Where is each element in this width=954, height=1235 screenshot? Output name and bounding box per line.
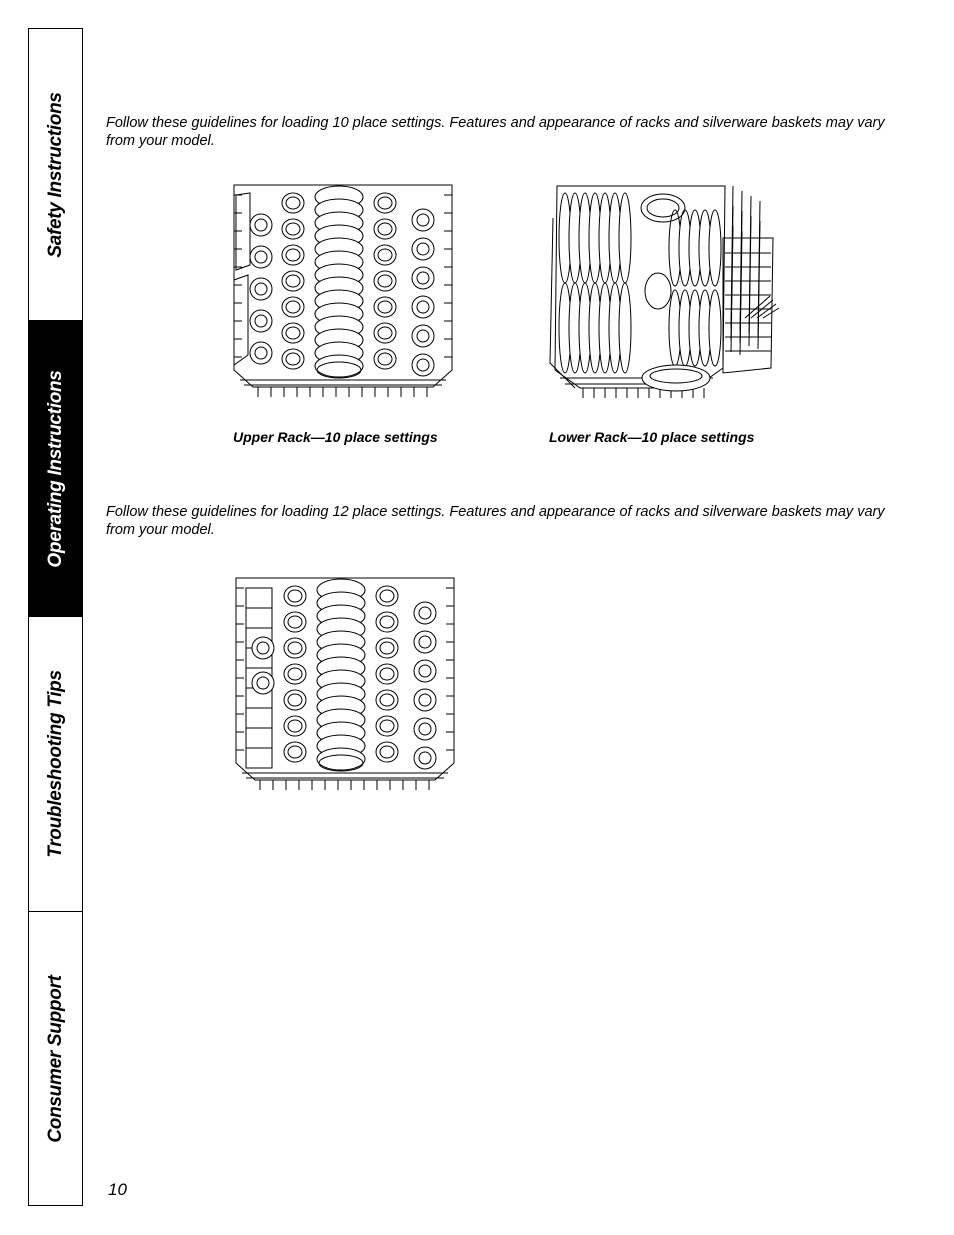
tab-label: Operating Instructions (44, 369, 66, 568)
tab-consumer-support[interactable] (29, 912, 82, 1205)
lower-rack-10-illustration (545, 178, 785, 403)
tab-safety-instructions[interactable] (29, 29, 82, 321)
tab-label: Consumer Support (44, 974, 66, 1143)
intro-10-place-settings: Follow these guidelines for loading 10 place settings. Features and appearance of racks and silverware baskets may vary from your model. (106, 115, 885, 149)
tab-operating-instructions[interactable] (29, 321, 82, 617)
tab-label: Safety Instructions (44, 91, 66, 258)
upper-rack-10-illustration (228, 175, 458, 400)
intro-12-place-settings: Follow these guidelines for loading 12 place settings. Features and appearance of racks and silverware baskets may vary from your model. (106, 504, 885, 538)
lower-rack-10-caption: Lower Rack—10 place settings (549, 429, 755, 445)
tab-troubleshooting-tips[interactable] (29, 617, 82, 912)
upper-rack-12-illustration (230, 568, 460, 793)
upper-rack-10-caption: Upper Rack—10 place settings (233, 429, 438, 445)
page-number: 10 (108, 1180, 127, 1199)
tab-label: Troubleshooting Tips (44, 670, 66, 858)
section-tabs (28, 28, 83, 1206)
